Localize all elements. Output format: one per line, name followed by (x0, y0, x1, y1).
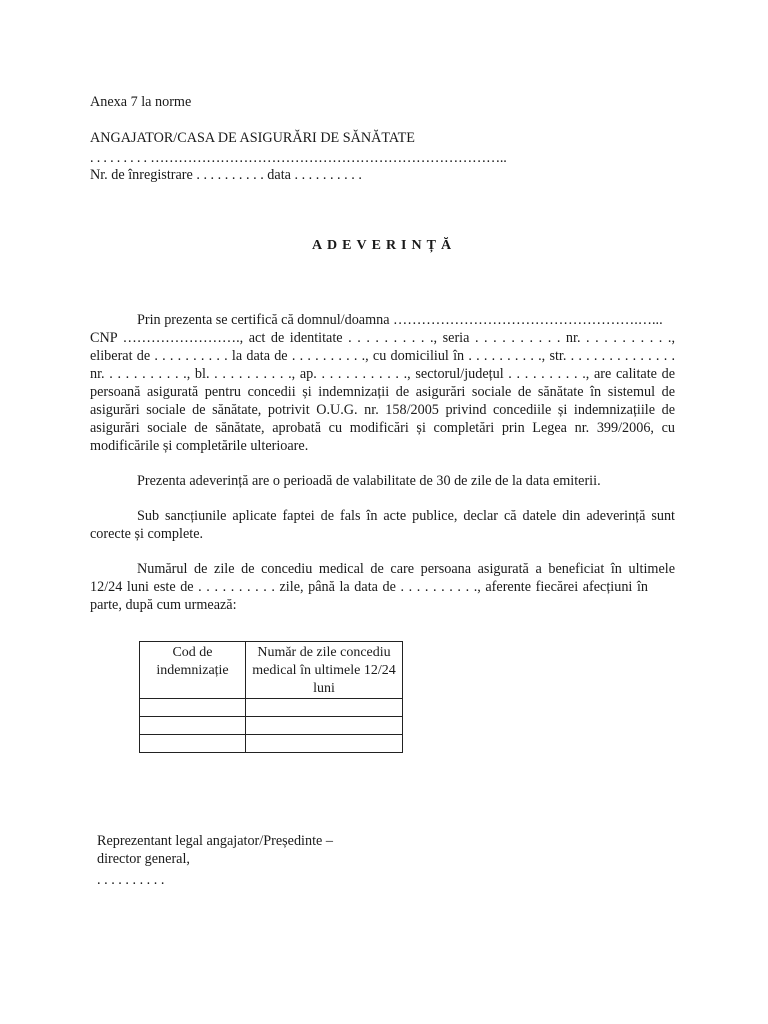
paragraph1-line: asigurări sociale de sănătate, potrivit O.U.G. nr. 158/2005 privind concediile și indemnizațiile de (90, 402, 675, 418)
table-row (140, 717, 403, 735)
table-cell[interactable] (140, 717, 246, 735)
table-row (140, 735, 403, 753)
column-header-code: Cod de indemnizație (140, 642, 246, 699)
table-header-row (140, 642, 403, 699)
indemnity-table (139, 641, 403, 753)
employer-heading: ANGAJATOR/CASA DE ASIGURĂRI DE SĂNĂTATE (90, 130, 415, 146)
paragraph1-line: CNP ……………………., act de identitate . . . . . . . . . ., seria . . . . . . . . . . nr. . . . . . . . . . ., (90, 330, 675, 346)
table-cell[interactable] (140, 699, 246, 717)
paragraph4-line: Numărul de zile de concediu medical de care persoana asigurată a beneficiat în ultimele (137, 561, 675, 577)
paragraph1-line: nr. . . . . . . . . . ., bl. . . . . . . . . . ., ap. . . . . . . . . . . ., sectorul/județul . . . . . . . . . ., are calitate de (90, 366, 675, 382)
table-cell[interactable] (246, 699, 403, 717)
paragraph1-line: eliberat de . . . . . . . . . . la data de . . . . . . . . . ., cu domiciliul în . . . . . . . . . ., str. . . . . . . . . . . . . . . (90, 348, 675, 364)
paragraph1-line: persoană asigurată pentru concedii și indemnizații de asigurări sociale de sănătate în sistemul de (90, 384, 675, 400)
table-cell[interactable] (246, 717, 403, 735)
signature-dots: . . . . . . . . . . (97, 872, 165, 888)
paragraph4-line: parte, după cum urmează: (90, 597, 237, 613)
paragraph1-line: asigurări sociale de sănătate, aprobată cu modificări și completări prin Legea nr. 399/2006, cu (90, 420, 675, 436)
annex-label: Anexa 7 la norme (90, 94, 192, 110)
paragraph-validity: Prezenta adeverință are o perioadă de valabilitate de 30 de zile de la data emiterii. (137, 473, 601, 489)
paragraph1-line: Prin prezenta se certifică că domnul/doamna …………………………………………….…... (137, 312, 663, 328)
employer-dots-line: . . . . . . . . . ………………………………………………………………….. (90, 150, 507, 166)
column-header-days: Număr de zile concediu medical în ultimele 12/24 luni (246, 642, 403, 699)
table-row (140, 699, 403, 717)
table-cell[interactable] (140, 735, 246, 753)
paragraph3-line: Sub sancțiunile aplicate faptei de fals în acte publice, declar că datele din adeverință sunt (137, 508, 675, 524)
paragraph3-line: corecte și complete. (90, 526, 204, 542)
registration-line: Nr. de înregistrare . . . . . . . . . . data . . . . . . . . . . (90, 167, 362, 183)
paragraph1-line: modificările și completările ulterioare. (90, 438, 309, 454)
paragraph4-line: 12/24 luni este de . . . . . . . . . . zile, până la data de . . . . . . . . . ., aferente fiecărei afecțiuni în (90, 579, 648, 595)
document-title: ADEVERINȚĂ (311, 238, 457, 253)
signature-title: Reprezentant legal angajator/Președinte – (97, 833, 333, 849)
signature-subtitle: director general, (97, 851, 190, 867)
table-cell[interactable] (246, 735, 403, 753)
